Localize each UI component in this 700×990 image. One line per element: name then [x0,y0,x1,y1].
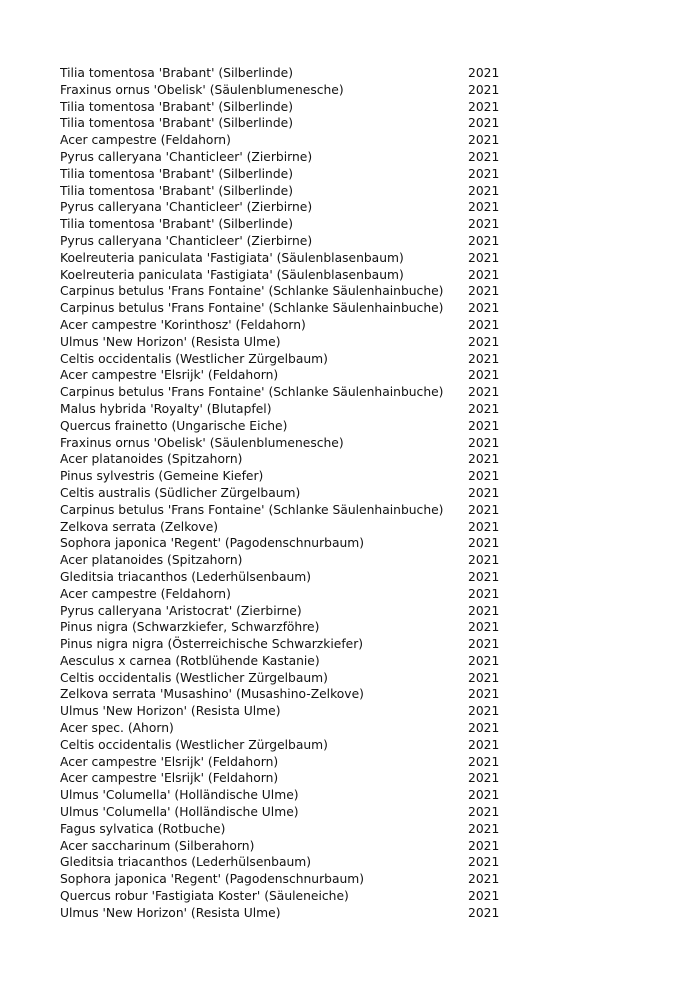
planting-year: 2021 [468,754,500,769]
list-item [60,552,500,569]
tree-name: Koelreuteria paniculata 'Fastigiata' (Säulenblasenbaum) [60,250,404,265]
planting-year: 2021 [468,670,500,685]
list-item [60,367,500,384]
list-item [60,115,500,132]
tree-name: Pinus sylvestris (Gemeine Kiefer) [60,469,264,484]
planting-year: 2021 [468,317,500,332]
planting-year: 2021 [468,368,500,383]
planting-year: 2021 [468,66,500,80]
tree-name: Quercus robur 'Fastigiata Koster' (Säuleneiche) [60,889,349,904]
planting-year: 2021 [468,250,500,265]
tree-name: Acer campestre (Feldahorn) [60,133,231,148]
tree-name: Koelreuteria paniculata 'Fastigiata' (Säulenblasenbaum) [60,267,404,282]
list-item [60,787,500,804]
list-item [60,603,500,620]
planting-year: 2021 [468,149,500,164]
tree-name: Carpinus betulus 'Frans Fontaine' (Schlanke Säulenhainbuche) [60,284,444,299]
planting-year: 2021 [468,721,500,736]
list-item [60,199,500,216]
tree-name: Carpinus betulus 'Frans Fontaine' (Schlanke Säulenhainbuche) [60,502,444,517]
tree-name: Acer saccharinum (Silberahorn) [60,838,255,853]
list-item [60,821,500,838]
list-item [60,250,500,267]
list-item [60,619,500,636]
planting-year: 2021 [468,183,500,198]
list-item [60,401,500,418]
tree-name: Fraxinus ornus 'Obelisk' (Säulenblumenesche) [60,435,344,450]
planting-year: 2021 [468,653,500,668]
tree-name: Tilia tomentosa 'Brabant' (Silberlinde) [60,99,294,114]
planting-year: 2021 [468,838,500,853]
tree-name: Acer campestre (Feldahorn) [60,586,231,601]
list-item [60,166,500,183]
list-item [60,216,500,233]
tree-name: Sophora japonica 'Regent' (Pagodenschnurbaum) [60,536,365,551]
tree-name: Ulmus 'New Horizon' (Resista Ulme) [60,704,281,719]
list-item [60,149,500,166]
planting-year: 2021 [468,889,500,904]
tree-name: Gleditsia triacanthos (Lederhülsenbaum) [60,855,312,870]
list-item [60,871,500,888]
tree-name: Pinus nigra nigra (Österreichische Schwarzkiefer) [60,637,364,652]
list-item [60,720,500,737]
list-item [60,670,500,687]
planting-year: 2021 [468,217,500,232]
planting-year: 2021 [468,334,500,349]
list-item [60,686,500,703]
tree-list [60,65,500,922]
planting-year: 2021 [468,519,500,534]
planting-year: 2021 [468,351,500,366]
tree-name: Pyrus calleryana 'Chanticleer' (Zierbirne) [60,233,313,248]
tree-name: Acer campestre 'Elsrijk' (Feldahorn) [60,368,279,383]
list-item [60,300,500,317]
list-item [60,468,500,485]
list-item [60,317,500,334]
list-item [60,804,500,821]
list-item [60,838,500,855]
planting-year: 2021 [468,569,500,584]
tree-name: Acer campestre 'Elsrijk' (Feldahorn) [60,754,279,769]
list-item [60,569,500,586]
planting-year: 2021 [468,620,500,635]
list-item [60,703,500,720]
planting-year: 2021 [468,435,500,450]
list-item [60,384,500,401]
list-item [60,485,500,502]
list-item [60,334,500,351]
tree-name: Sophora japonica 'Regent' (Pagodenschnurbaum) [60,872,365,887]
tree-name: Celtis australis (Südlicher Zürgelbaum) [60,485,301,500]
tree-name: Celtis occidentalis (Westlicher Zürgelbaum) [60,670,328,685]
tree-name: Aesculus x carnea (Rotblühende Kastanie) [60,653,320,668]
list-item [60,418,500,435]
planting-year: 2021 [468,771,500,786]
planting-year: 2021 [468,872,500,887]
tree-name: Acer platanoides (Spitzahorn) [60,452,243,467]
list-item [60,754,500,771]
list-item [60,82,500,99]
list-item [60,905,500,922]
planting-year: 2021 [468,116,500,131]
list-item [60,888,500,905]
list-item [60,283,500,300]
planting-year: 2021 [468,553,500,568]
planting-year: 2021 [468,385,500,400]
planting-year: 2021 [468,855,500,870]
planting-year: 2021 [468,905,500,920]
list-item [60,519,500,536]
planting-year: 2021 [468,603,500,618]
planting-year: 2021 [468,704,500,719]
tree-name: Tilia tomentosa 'Brabant' (Silberlinde) [60,116,294,131]
planting-year: 2021 [468,82,500,97]
tree-name: Tilia tomentosa 'Brabant' (Silberlinde) [60,217,294,232]
tree-name: Pyrus calleryana 'Chanticleer' (Zierbirne) [60,200,313,215]
planting-year: 2021 [468,284,500,299]
tree-name: Ulmus 'New Horizon' (Resista Ulme) [60,334,281,349]
list-item [60,267,500,284]
tree-name: Carpinus betulus 'Frans Fontaine' (Schlanke Säulenhainbuche) [60,385,444,400]
list-item [60,653,500,670]
planting-year: 2021 [468,301,500,316]
list-item [60,435,500,452]
tree-name: Gleditsia triacanthos (Lederhülsenbaum) [60,569,312,584]
tree-name: Pyrus calleryana 'Aristocrat' (Zierbirne) [60,603,302,618]
list-item [60,854,500,871]
list-item [60,502,500,519]
planting-year: 2021 [468,788,500,803]
list-item [60,451,500,468]
tree-name: Malus hybrida 'Royalty' (Blutapfel) [60,401,272,416]
planting-year: 2021 [468,200,500,215]
tree-name: Quercus frainetto (Ungarische Eiche) [60,418,288,433]
tree-name: Tilia tomentosa 'Brabant' (Silberlinde) [60,183,294,198]
planting-year: 2021 [468,637,500,652]
planting-year: 2021 [468,821,500,836]
planting-year: 2021 [468,737,500,752]
tree-name: Acer campestre 'Korinthosz' (Feldahorn) [60,317,306,332]
tree-name: Ulmus 'Columella' (Holländische Ulme) [60,805,299,820]
planting-year: 2021 [468,99,500,114]
list-item [60,132,500,149]
tree-name: Pyrus calleryana 'Chanticleer' (Zierbirne) [60,149,313,164]
tree-name: Acer campestre 'Elsrijk' (Feldahorn) [60,771,279,786]
planting-year: 2021 [468,485,500,500]
list-item [60,99,500,116]
list-item [60,636,500,653]
list-item [60,586,500,603]
tree-name: Zelkova serrata 'Musashino' (Musashino-Zelkove) [60,687,364,702]
planting-year: 2021 [468,586,500,601]
tree-name: Tilia tomentosa 'Brabant' (Silberlinde) [60,66,294,80]
planting-year: 2021 [468,805,500,820]
tree-name: Carpinus betulus 'Frans Fontaine' (Schlanke Säulenhainbuche) [60,301,444,316]
tree-name: Ulmus 'New Horizon' (Resista Ulme) [60,905,281,920]
tree-name: Zelkova serrata (Zelkove) [60,519,219,534]
planting-year: 2021 [468,166,500,181]
tree-name: Fagus sylvatica (Rotbuche) [60,821,226,836]
tree-name: Pinus nigra (Schwarzkiefer, Schwarzföhre) [60,620,320,635]
list-item [60,183,500,200]
tree-name: Celtis occidentalis (Westlicher Zürgelbaum) [60,737,328,752]
planting-year: 2021 [468,536,500,551]
planting-year: 2021 [468,502,500,517]
tree-name: Celtis occidentalis (Westlicher Zürgelbaum) [60,351,328,366]
planting-year: 2021 [468,267,500,282]
planting-year: 2021 [468,452,500,467]
tree-name: Fraxinus ornus 'Obelisk' (Säulenblumenesche) [60,82,344,97]
planting-year: 2021 [468,418,500,433]
list-item [60,535,500,552]
list-item [60,233,500,250]
tree-name: Acer platanoides (Spitzahorn) [60,553,243,568]
planting-year: 2021 [468,469,500,484]
list-item [60,65,500,82]
list-item [60,737,500,754]
planting-year: 2021 [468,133,500,148]
list-item [60,351,500,368]
planting-year: 2021 [468,687,500,702]
tree-name: Ulmus 'Columella' (Holländische Ulme) [60,788,299,803]
tree-name: Acer spec. (Ahorn) [60,721,174,736]
list-item [60,770,500,787]
planting-year: 2021 [468,401,500,416]
planting-year: 2021 [468,233,500,248]
tree-name: Tilia tomentosa 'Brabant' (Silberlinde) [60,166,294,181]
